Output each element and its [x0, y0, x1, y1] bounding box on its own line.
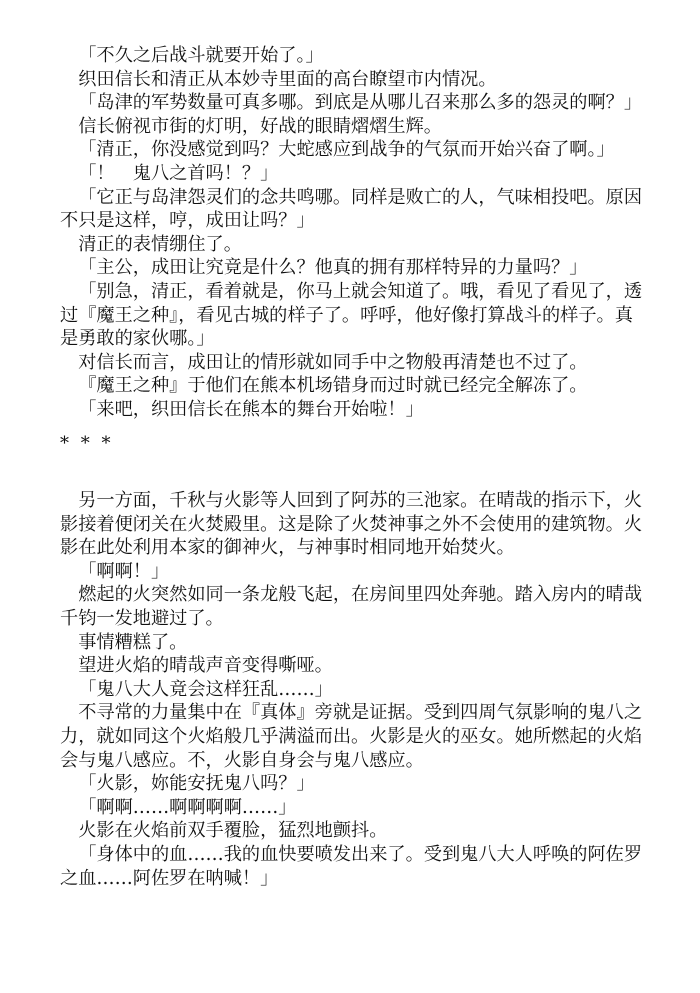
paragraph: 「清正，你没感觉到吗？大蛇感应到战争的气氛而开始兴奋了啊。」 [78, 139, 615, 161]
paragraph: 望进火焰的晴哉声音变得嘶哑。 [78, 655, 333, 677]
paragraph: 「身体中的血……我的血快要喷发出来了。受到鬼八大人呼唤的阿佐罗之血……阿佐罗在呐喊！」 [60, 844, 643, 889]
paragraph: 清正的表情绷住了。 [78, 233, 242, 255]
paragraph: 「啊啊……啊啊啊啊……」 [78, 796, 297, 818]
paragraph: 织田信长和清正从本妙寺里面的高台瞭望市内情况。 [78, 68, 497, 90]
paragraph: 「！ 鬼八之首吗！？」 [78, 162, 279, 184]
paragraph: 「岛津的军势数量可真多哪。到底是从哪儿召来那么多的怨灵的啊？」 [78, 92, 643, 114]
section-part2 [60, 489, 650, 890]
paragraph: 「火影，妳能安抚鬼八吗？」 [78, 773, 315, 795]
paragraph: 「主公，成田让究竟是什么？他真的拥有那样特异的力量吗？」 [78, 257, 588, 279]
paragraph: 「别急，清正，看着就是，你马上就会知道了。哦，看见了看见了，透过『魔王之种』，看见古城的样子了。呼呼，他好像打算战斗的样子。真是勇敢的家伙哪。」 [60, 280, 643, 350]
paragraph: 对信长而言，成田让的情形就如同手中之物般再清楚也不过了。 [78, 351, 588, 373]
paragraph: 「啊啊！」 [78, 560, 170, 582]
paragraph: 「来吧，织田信长在熊本的舞台开始啦！」 [78, 398, 424, 420]
paragraph: 「它正与岛津怨灵们的念共鸣哪。同样是败亡的人，气味相投吧。原因不只是这样，哼，成田让吗？」 [60, 186, 643, 232]
paragraph: 火影在火焰前双手覆脸，猛烈地颤抖。 [78, 820, 388, 842]
scene-separator: * * * [60, 432, 114, 454]
paragraph: 燃起的火突然如同一条龙般飞起，在房间里四处奔驰。踏入房内的晴哉千钧一发地避过了。 [60, 584, 643, 630]
paragraph: 不寻常的力量集中在『真体』旁就是证据。受到四周气氛影响的鬼八之力，就如同这个火焰般几乎满溢而出。火影是火的巫女。她所燃起的火焰会与鬼八感应。不，火影自身会与鬼八感应。 [60, 702, 643, 771]
paragraph: 信长俯视市街的灯明，好战的眼睛熠熠生辉。 [78, 115, 442, 137]
paragraph: 『魔王之种』于他们在熊本机场错身而过时就已经完全解冻了。 [78, 375, 588, 397]
section-part1 [60, 44, 650, 422]
document-page [60, 44, 650, 890]
paragraph: 事情糟糕了。 [78, 631, 188, 653]
paragraph: 「不久之后战斗就要开始了。」 [78, 45, 324, 66]
paragraph: 另一方面，千秋与火影等人回到了阿苏的三池家。在晴哉的指示下，火影接着便闭关在火焚殿里。这是除了火焚神事之外不会使用的建筑物。火影在此处利用本家的御神火，与神事时相同地开始焚火。 [60, 490, 643, 559]
paragraph: 「鬼八大人竟会这样狂乱……」 [78, 678, 333, 700]
